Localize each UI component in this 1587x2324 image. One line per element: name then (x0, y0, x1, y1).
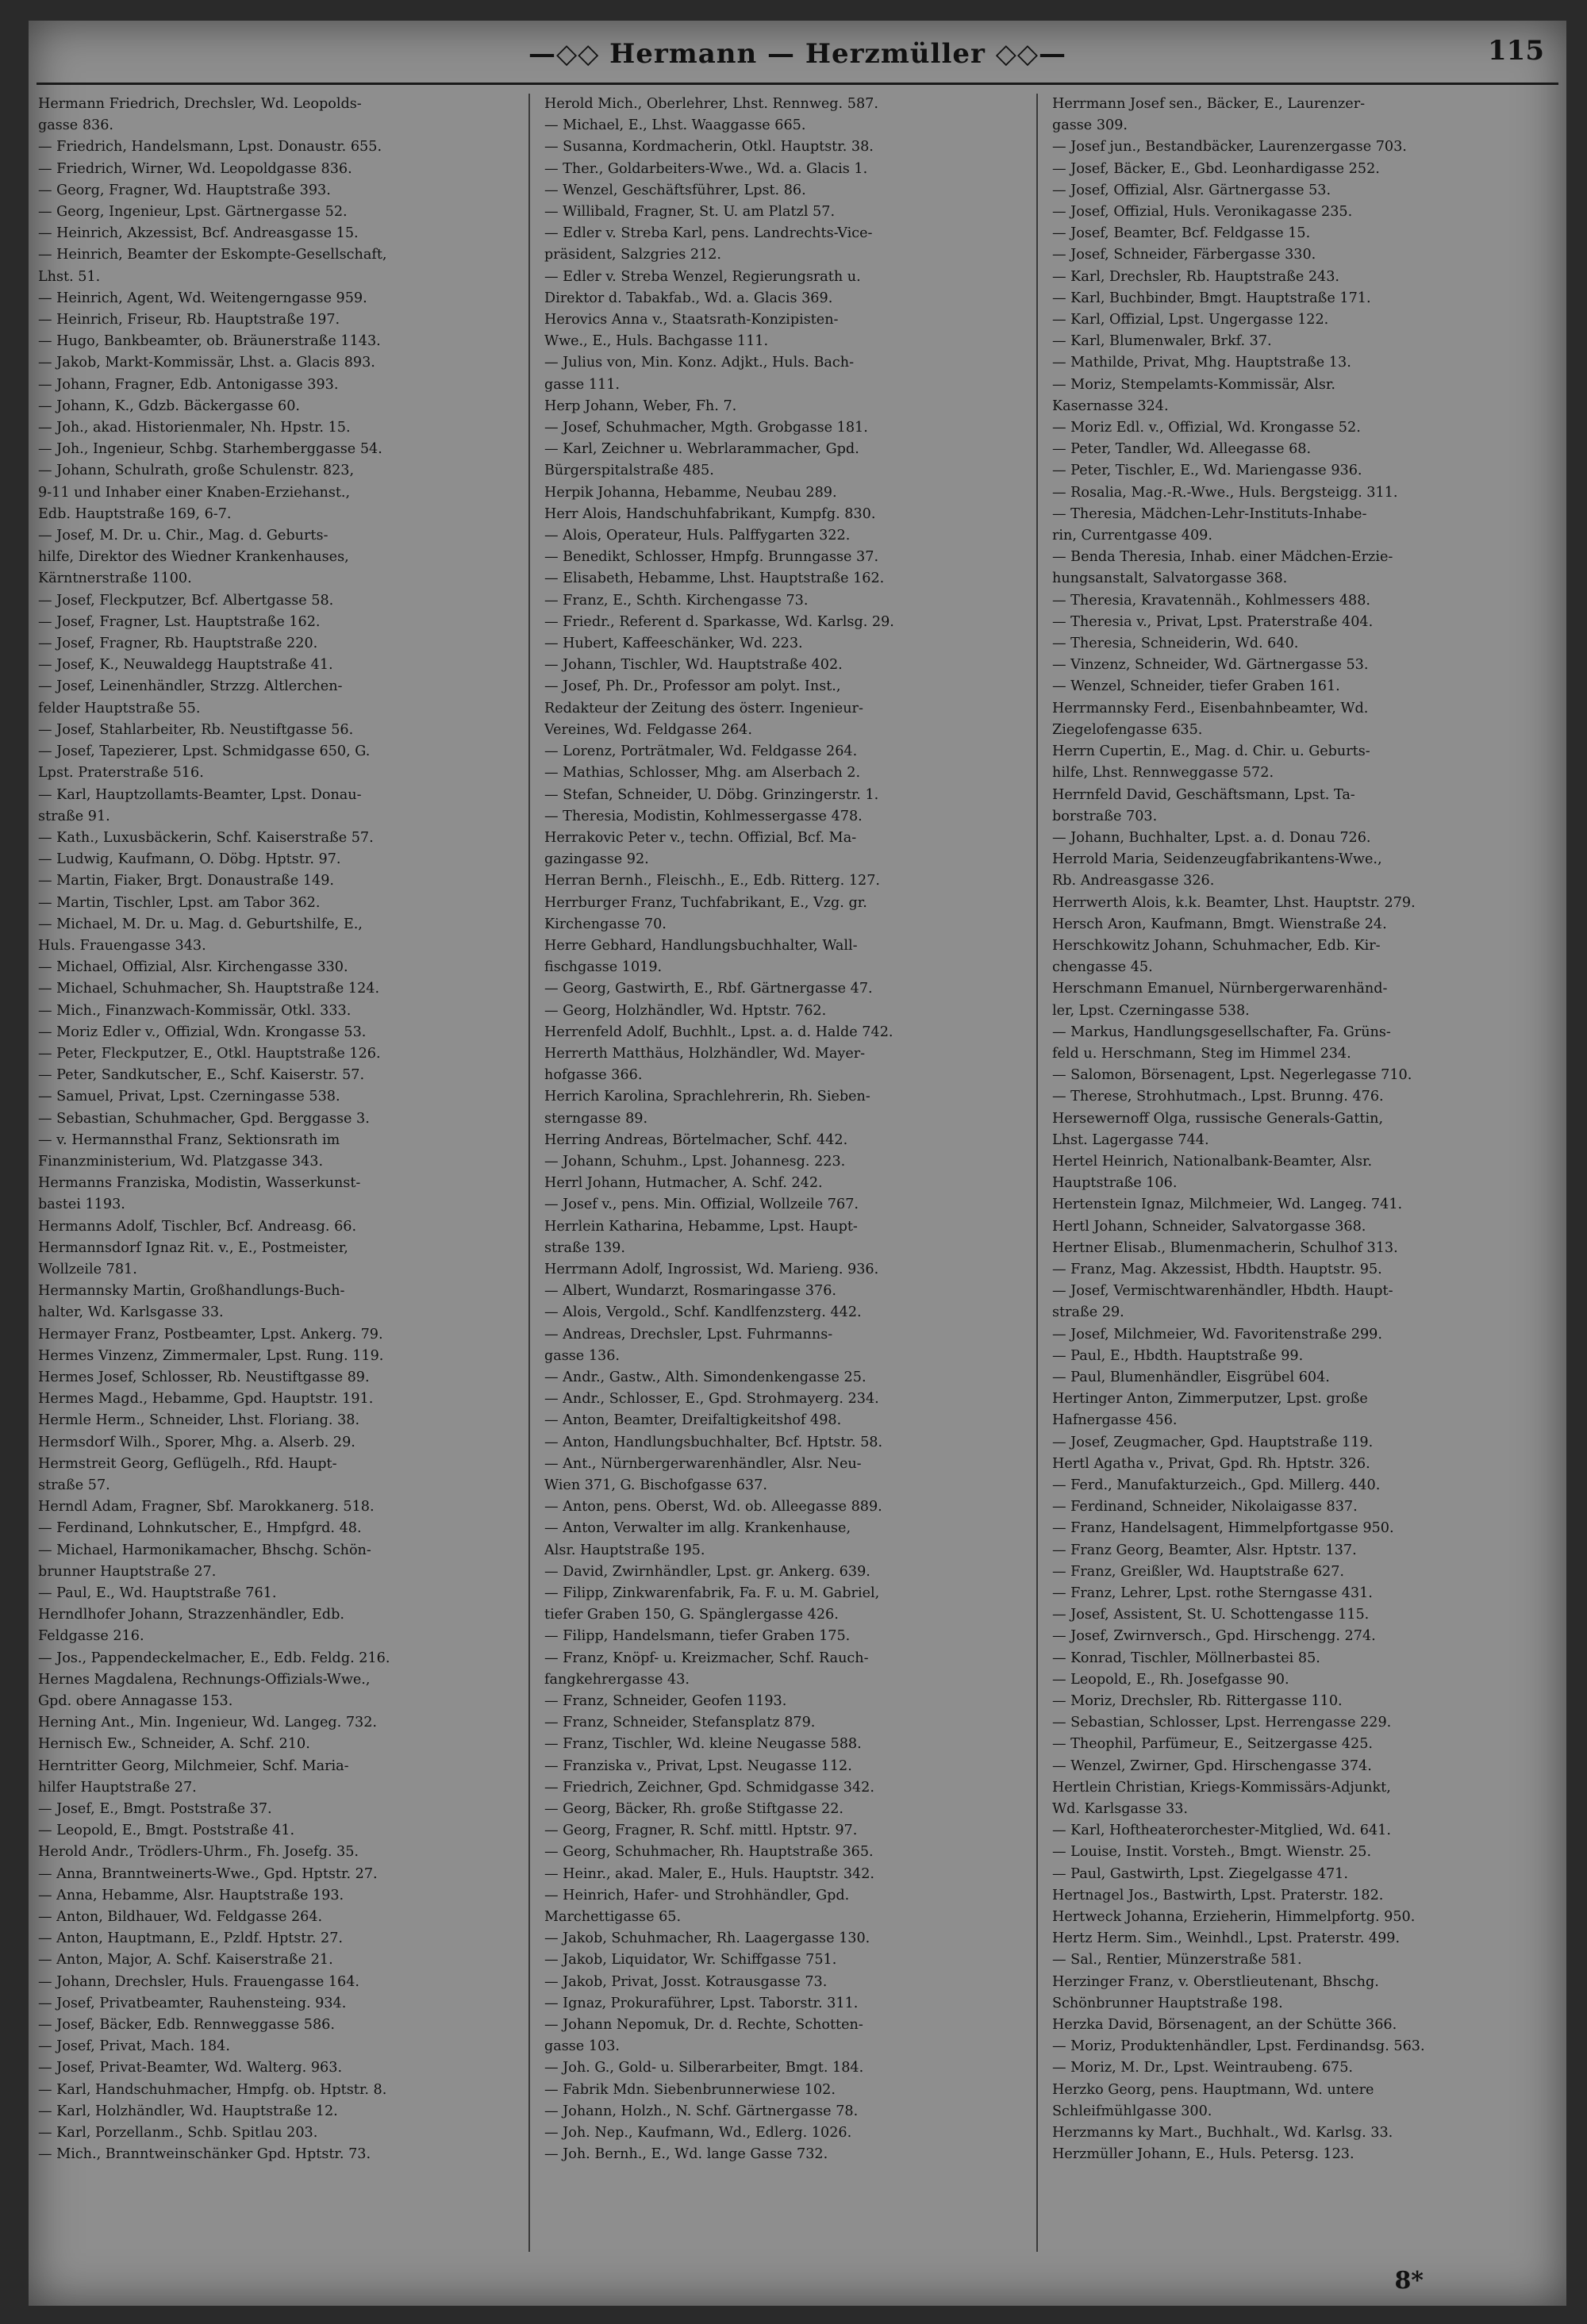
directory-entry: — Salomon, Börsenagent, Lpst. Negerlegasse 710. (1052, 1067, 1412, 1084)
directory-entry: — Johann, Schulrath, große Schulenstr. 823, (38, 463, 355, 479)
directory-entry: Herovics Anna v., Staatsrath-Konzipisten- (544, 312, 839, 328)
directory-entry: — Friedrich, Wirner, Wd. Leopoldgasse 836. (38, 160, 352, 177)
directory-entry: Hermsdorf Wilh., Sporer, Mhg. a. Alserb. 29. (38, 1434, 355, 1450)
directory-entry: ler, Lpst. Czerningasse 538. (1052, 1002, 1250, 1019)
directory-entry: — Peter, Fleckputzer, E., Otkl. Hauptstraße 126. (38, 1045, 381, 1062)
directory-column-2 (544, 94, 1019, 2268)
directory-entry: — Paul, Gastwirth, Lpst. Ziegelgasse 471. (1052, 1865, 1348, 1882)
directory-entry: Hertweck Johanna, Erzieherin, Himmelpfortg. 950. (1052, 1909, 1416, 1926)
directory-entry: Wollzeile 781. (38, 1261, 137, 1277)
directory-entry: — Moriz, Drechsler, Rb. Rittergasse 110. (1052, 1693, 1343, 1710)
directory-entry: — Martin, Fiaker, Brgt. Donaustraße 149. (38, 873, 335, 889)
directory-entry: Kärntnerstraße 1100. (38, 570, 192, 587)
directory-entry: — Johann, Schuhm., Lpst. Johannesg. 223. (544, 1153, 846, 1170)
directory-column-3 (1052, 94, 1527, 2268)
directory-entry: — Anton, Major, A. Schf. Kaiserstraße 21. (38, 1952, 333, 1969)
directory-entry: Wd. Karlsgasse 33. (1052, 1801, 1189, 1818)
directory-entry: — Jakob, Schuhmacher, Rh. Laagergasse 130. (544, 1930, 870, 1947)
directory-entry: — Heinrich, Friseur, Rb. Hauptstraße 197. (38, 312, 340, 328)
directory-entry: Herschkowitz Johann, Schuhmacher, Edb. Kir- (1052, 937, 1381, 954)
directory-entry: Marchettigasse 65. (544, 1909, 682, 1926)
directory-entry: — Anton, Handlungsbuchhalter, Bcf. Hptstr. 58. (544, 1434, 883, 1450)
directory-entry: hilfe, Lhst. Rennweggasse 572. (1052, 765, 1274, 782)
directory-entry: — Theresia v., Privat, Lpst. Praterstraße 404. (1052, 613, 1374, 630)
directory-entry: Herrakovic Peter v., techn. Offizial, Bcf. Ma- (544, 829, 857, 846)
running-head: —◇◇ Hermann — Herzmüller ◇◇— (528, 38, 1067, 70)
page-header (29, 21, 1566, 84)
directory-entry: Hermes Josef, Schlosser, Rb. Neustiftgasse 89. (38, 1369, 370, 1385)
directory-entry: — Franz, Mag. Akzessist, Hbdth. Hauptstr. 95. (1052, 1261, 1382, 1277)
directory-entry: — Jakob, Privat, Josst. Kotrausgasse 73. (544, 1973, 828, 1990)
directory-entry: felder Hauptstraße 55. (38, 700, 201, 716)
directory-entry: — Josef, Bäcker, E., Gbd. Leonhardigasse 252. (1052, 160, 1380, 177)
directory-entry: — Leopold, E., Bmgt. Poststraße 41. (38, 1823, 295, 1839)
page-number: 115 (1488, 35, 1544, 67)
directory-entry: — Karl, Handschuhmacher, Hmpfg. ob. Hptstr. 8. (38, 2081, 387, 2098)
directory-entry: — Josef, Milchmeier, Wd. Favoritenstraße 299. (1052, 1326, 1382, 1343)
directory-entry: Schönbrunner Hauptstraße 198. (1052, 1995, 1283, 2011)
directory-entry: — Franz, E., Schth. Kirchengasse 73. (544, 592, 809, 609)
directory-entry: Herr Alois, Handschuhfabrikant, Kumpfg. 830. (544, 505, 876, 522)
directory-entry: — Josef, Fragner, Lst. Hauptstraße 162. (38, 613, 321, 630)
directory-entry: — Karl, Offizial, Lpst. Ungergasse 122. (1052, 312, 1329, 328)
directory-entry: — Karl, Drechsler, Rb. Hauptstraße 243. (1052, 268, 1340, 285)
directory-entry: — Johann, Holzh., N. Schf. Gärtnergasse 78. (544, 2103, 859, 2119)
directory-entry: Herzinger Franz, v. Oberstlieutenant, Bhschg. (1052, 1973, 1379, 1990)
directory-entry: — Georg, Fragner, Wd. Hauptstraße 393. (38, 182, 331, 198)
directory-entry: Herre Gebhard, Handlungsbuchhalter, Wall- (544, 937, 858, 954)
directory-entry: — Theresia, Kravatennäh., Kohlmessers 488. (1052, 592, 1371, 609)
directory-entry: — Josef v., pens. Min. Offizial, Wollzeile 767. (544, 1197, 859, 1213)
directory-entry: Herrwerth Alois, k.k. Beamter, Lhst. Hauptstr. 279. (1052, 894, 1416, 911)
directory-entry: — Josef, Stahlarbeiter, Rb. Neustiftgasse 56. (38, 721, 354, 738)
directory-entry: — Franz, Greißler, Wd. Hauptstraße 627. (1052, 1563, 1344, 1580)
directory-entry: — Peter, Tandler, Wd. Alleegasse 68. (1052, 441, 1312, 458)
directory-entry: — Julius von, Min. Konz. Adjkt., Huls. Bach- (544, 355, 855, 371)
directory-entry: Finanzministerium, Wd. Platzgasse 343. (38, 1153, 324, 1170)
directory-entry: straße 29. (1052, 1304, 1124, 1321)
directory-entry: — Peter, Tischler, E., Wd. Mariengasse 936. (1052, 463, 1362, 479)
directory-entry: gasse 103. (544, 2038, 620, 2055)
directory-entry: Hersch Aron, Kaufmann, Bmgt. Wienstraße 24. (1052, 916, 1387, 932)
directory-entry: — Theophil, Parfümeur, E., Seitzergasse 425. (1052, 1736, 1374, 1753)
directory-entry: — Anton, Beamter, Dreifaltigkeitshof 498. (544, 1412, 842, 1429)
directory-entry: — Heinrich, Agent, Wd. Weitengerngasse 959. (38, 290, 367, 306)
directory-entry: — Georg, Holzhändler, Wd. Hptstr. 762. (544, 1002, 827, 1019)
directory-entry: Hermayer Franz, Postbeamter, Lpst. Ankerg. 79. (38, 1326, 383, 1343)
directory-entry: — David, Zwirnhändler, Lpst. gr. Ankerg. 639. (544, 1563, 870, 1580)
directory-entry: Schleifmühlgasse 300. (1052, 2103, 1212, 2119)
directory-entry: Hermstreit Georg, Geflügelh., Rfd. Haupt- (38, 1455, 337, 1472)
directory-entry: — Michael, Schuhmacher, Sh. Hauptstraße 124. (38, 981, 380, 997)
directory-entry: — Hugo, Bankbeamter, ob. Bräunerstraße 1143. (38, 333, 381, 350)
directory-entry: — Georg, Schuhmacher, Rh. Hauptstraße 365. (544, 1844, 874, 1861)
directory-entry: rin, Currentgasse 409. (1052, 528, 1212, 544)
directory-entry: Herrmann Josef sen., Bäcker, E., Laurenzer- (1052, 96, 1366, 112)
directory-entry: — Ther., Goldarbeiters-Wwe., Wd. a. Glacis 1. (544, 160, 868, 177)
directory-entry: — Josef, Schuhmacher, Mgth. Grobgasse 181. (544, 420, 868, 436)
directory-entry: — Ferd., Manufakturzeich., Gpd. Millerg. 440. (1052, 1477, 1381, 1493)
directory-entry: straße 139. (544, 1239, 625, 1256)
directory-entry: — Hubert, Kaffeeschänker, Wd. 223. (544, 636, 803, 652)
directory-entry: halter, Wd. Karlsgasse 33. (38, 1304, 224, 1321)
directory-entry: Alsr. Hauptstraße 195. (544, 1542, 705, 1558)
directory-entry: — Konrad, Tischler, Möllnerbastei 85. (1052, 1650, 1320, 1666)
directory-entry: — Josef, Schneider, Färbergasse 330. (1052, 247, 1316, 263)
directory-entry: — Josef, Privatbeamter, Rauhensteing. 934. (38, 1995, 347, 2011)
directory-entry: Lpst. Praterstraße 516. (38, 765, 204, 782)
directory-entry: — Karl, Porzellanm., Schb. Spitlau 203. (38, 2125, 318, 2142)
directory-entry: — Sebastian, Schlosser, Lpst. Herrengasse 229. (1052, 1715, 1392, 1731)
directory-entry: — Moriz, M. Dr., Lpst. Weintraubeng. 675. (1052, 2060, 1354, 2076)
directory-entry: — Josef, M. Dr. u. Chir., Mag. d. Geburts- (38, 528, 329, 544)
directory-entry: Herning Ant., Min. Ingenieur, Wd. Langeg. 732. (38, 1715, 377, 1731)
directory-entry: — Ignaz, Prokuraführer, Lpst. Taborstr. 311. (544, 1995, 859, 2011)
directory-entry: sterngasse 89. (544, 1110, 648, 1127)
directory-entry: — Mich., Finanzwach-Kommissär, Otkl. 333. (38, 1002, 352, 1019)
directory-entry: — Georg, Ingenieur, Lpst. Gärtnergasse 52. (38, 204, 348, 221)
directory-entry: — Josef, Zwirnversch., Gpd. Hirschengg. 274. (1052, 1628, 1376, 1645)
directory-entry: — Fabrik Mdn. Siebenbrunnerwiese 102. (544, 2081, 836, 2098)
directory-entry: — Josef, Offizial, Alsr. Gärtnergasse 53. (1052, 182, 1331, 198)
directory-entry: — Peter, Sandkutscher, E., Schf. Kaiserstr. 57. (38, 1067, 365, 1084)
directory-entry: — Samuel, Privat, Lpst. Czerningasse 538. (38, 1089, 340, 1105)
directory-entry: Herrlein Katharina, Hebamme, Lpst. Haupt- (544, 1218, 858, 1235)
directory-entry: — Wenzel, Zwirner, Gpd. Hirschengasse 374. (1052, 1757, 1372, 1774)
directory-entry: — Anna, Branntweinerts-Wwe., Gpd. Hptstr. 27. (38, 1865, 378, 1882)
directory-entry: — Friedrich, Handelsmann, Lpst. Donaustr. 655. (38, 139, 382, 156)
directory-entry: hungsanstalt, Salvatorgasse 368. (1052, 570, 1288, 587)
directory-entry: Herold Mich., Oberlehrer, Lhst. Rennweg. 587. (544, 96, 878, 112)
directory-entry: — Johann, Drechsler, Huls. Frauengasse 164. (38, 1973, 360, 1990)
directory-entry: — Karl, Blumenwaler, Brkf. 37. (1052, 333, 1272, 350)
directory-entry: gazingasse 92. (544, 851, 649, 868)
directory-entry: — Paul, E., Hbdth. Hauptstraße 99. (1052, 1347, 1304, 1364)
directory-entry: Hafnergasse 456. (1052, 1412, 1178, 1429)
directory-entry: Rb. Andreasgasse 326. (1052, 873, 1215, 889)
directory-entry: — Heinrich, Beamter der Eskompte-Gesellschaft, (38, 247, 387, 263)
directory-column-1 (38, 94, 513, 2268)
directory-entry: gasse 136. (544, 1347, 620, 1364)
directory-page (29, 21, 1566, 2306)
directory-entry: Lhst. Lagergasse 744. (1052, 1131, 1209, 1148)
directory-entry: — Georg, Bäcker, Rh. große Stiftgasse 22. (544, 1801, 844, 1818)
directory-entry: — Georg, Fragner, R. Schf. mittl. Hptstr. 97. (544, 1823, 858, 1839)
directory-entry: Ziegelofengasse 635. (1052, 721, 1203, 738)
directory-entry: Hernisch Ew., Schneider, A. Schf. 210. (38, 1736, 310, 1753)
directory-entry: — Heinr., akad. Maler, E., Huls. Hauptstr. 342. (544, 1865, 875, 1882)
directory-entry: — Stefan, Schneider, U. Döbg. Grinzingerstr. 1. (544, 786, 879, 803)
directory-entry: — Johann, Buchhalter, Lpst. a. d. Donau 726. (1052, 829, 1371, 846)
directory-entry: — Markus, Handlungsgesellschafter, Fa. Grüns- (1052, 1024, 1391, 1040)
directory-entry: — Anton, Hauptmann, E., Pzldf. Hptstr. 27. (38, 1930, 344, 1947)
directory-entry: gasse 309. (1052, 117, 1128, 134)
directory-entry: — Therese, Strohhutmach., Lpst. Brunng. 476. (1052, 1089, 1384, 1105)
directory-entry: — Franz, Tischler, Wd. kleine Neugasse 588. (544, 1736, 862, 1753)
directory-entry: hilfe, Direktor des Wiedner Krankenhauses, (38, 549, 349, 566)
directory-entry: — Josef, Zeugmacher, Gpd. Hauptstraße 119. (1052, 1434, 1374, 1450)
directory-entry: bastei 1193. (38, 1197, 125, 1213)
directory-entry: Hertnagel Jos., Bastwirth, Lpst. Praterstr. 182. (1052, 1887, 1384, 1903)
directory-entry: Hertlein Christian, Kriegs-Kommissärs-Adjunkt, (1052, 1779, 1391, 1796)
directory-entry: — Franziska v., Privat, Lpst. Neugasse 112. (544, 1757, 852, 1774)
directory-entry: — Ant., Nürnbergerwarenhändler, Alsr. Neu- (544, 1455, 862, 1472)
directory-entry: — Johann, Tischler, Wd. Hauptstraße 402. (544, 657, 843, 674)
directory-entry: — Josef, Leinenhändler, Strzzg. Altlerchen- (38, 678, 343, 695)
directory-entry: — Alois, Vergold., Schf. Kandlfenzsterg. 442. (544, 1304, 862, 1321)
directory-entry: — Joh. G., Gold- u. Silberarbeiter, Bmgt. 184. (544, 2060, 864, 2076)
directory-entry: — Jakob, Markt-Kommissär, Lhst. a. Glacis 893. (38, 355, 375, 371)
directory-entry: — Michael, E., Lhst. Waaggasse 665. (544, 117, 806, 134)
directory-entry: — Mathias, Schlosser, Mhg. am Alserbach 2. (544, 765, 861, 782)
directory-entry: Herrerth Matthäus, Holzhändler, Wd. Mayer- (544, 1045, 866, 1062)
directory-entry: Hersewernoff Olga, russische Generals-Gattin, (1052, 1110, 1384, 1127)
directory-entry: — Heinrich, Akzessist, Bcf. Andreasgasse 15. (38, 225, 359, 242)
directory-entry: — Moriz, Stempelamts-Kommissär, Alsr. (1052, 376, 1335, 393)
directory-entry: Herntritter Georg, Milchmeier, Schf. Maria- (38, 1757, 349, 1774)
directory-entry: — Filipp, Zinkwarenfabrik, Fa. F. u. M. Gabriel, (544, 1585, 880, 1602)
directory-entry: — Josef, Tapezierer, Lpst. Schmidgasse 650, G. (38, 743, 371, 760)
directory-entry: hofgasse 366. (544, 1067, 643, 1084)
directory-entry: — Karl, Holzhändler, Wd. Hauptstraße 12. (38, 2103, 338, 2119)
directory-entry: — Andr., Schlosser, E., Gpd. Strohmayerg. 234. (544, 1391, 879, 1408)
directory-entry: Edb. Hauptstraße 169, 6-7. (38, 505, 232, 522)
directory-entry: — Albert, Wundarzt, Rosmaringasse 376. (544, 1283, 836, 1300)
directory-entry: — Mathilde, Privat, Mhg. Hauptstraße 13. (1052, 355, 1351, 371)
directory-entry: — Jakob, Liquidator, Wr. Schiffgasse 751. (544, 1952, 837, 1969)
directory-entry: Hernes Magdalena, Rechnungs-Offizials-Wwe., (38, 1671, 371, 1688)
directory-entry: — Josef, Assistent, St. U. Schottengasse 115. (1052, 1607, 1370, 1623)
directory-entry: — Benedikt, Schlosser, Hmpfg. Brunngasse 37. (544, 549, 879, 566)
directory-entry: — Franz Georg, Beamter, Alsr. Hptstr. 137. (1052, 1542, 1357, 1558)
directory-entry: Hermes Magd., Hebamme, Gpd. Hauptstr. 191. (38, 1391, 374, 1408)
directory-entry: — Sal., Rentier, Münzerstraße 581. (1052, 1952, 1302, 1969)
directory-entry: — Mich., Branntweinschänker Gpd. Hptstr. 73. (38, 2146, 371, 2163)
directory-entry: Kasernasse 324. (1052, 398, 1169, 414)
directory-entry: Hertel Heinrich, Nationalbank-Beamter, Alsr. (1052, 1153, 1373, 1170)
directory-entry: Hertenstein Ignaz, Milchmeier, Wd. Langeg. 741. (1052, 1197, 1403, 1213)
directory-entry: Herrich Karolina, Sprachlehrerin, Rh. Sieben- (544, 1089, 870, 1105)
column-divider (1036, 94, 1038, 2252)
directory-entry: — Johann Nepomuk, Dr. d. Rechte, Schotten- (544, 2017, 863, 2034)
directory-entry: Kirchengasse 70. (544, 916, 667, 932)
directory-entry: Redakteur der Zeitung des österr. Ingenieur- (544, 700, 863, 716)
directory-entry: Herrmann Adolf, Ingrossist, Wd. Marieng. 936. (544, 1261, 879, 1277)
directory-entry: — Friedrich, Zeichner, Gpd. Schmidgasse 342. (544, 1779, 874, 1796)
directory-entry: — Josef jun., Bestandbäcker, Laurenzergasse 703. (1052, 139, 1407, 156)
directory-entry: fangkehrergasse 43. (544, 1671, 690, 1688)
directory-entry: Hermannsky Martin, Großhandlungs-Buch- (38, 1283, 345, 1300)
signature-mark: 8* (1394, 2267, 1424, 2295)
directory-entry: — Edler v. Streba Karl, pens. Landrechts-Vice- (544, 225, 873, 242)
directory-entry: — Franz, Schneider, Stefansplatz 879. (544, 1715, 816, 1731)
directory-entry: — Theresia, Mädchen-Lehr-Instituts-Inhabe- (1052, 505, 1367, 522)
directory-entry: — Lorenz, Porträtmaler, Wd. Feldgasse 264. (544, 743, 858, 760)
directory-entry: Herp Johann, Weber, Fh. 7. (544, 398, 737, 414)
directory-entry: — Georg, Gastwirth, E., Rbf. Gärtnergasse 47. (544, 981, 873, 997)
directory-entry: Herzmüller Johann, E., Huls. Petersg. 123. (1052, 2146, 1355, 2163)
directory-entry: — Josef, Offizial, Huls. Veronikagasse 235. (1052, 204, 1353, 221)
directory-entry: präsident, Salzgries 212. (544, 247, 722, 263)
directory-entry: — Paul, E., Wd. Hauptstraße 761. (38, 1585, 277, 1602)
directory-entry: — Vinzenz, Schneider, Wd. Gärtnergasse 53. (1052, 657, 1369, 674)
directory-entry: — Kath., Luxusbäckerin, Schf. Kaiserstraße 57. (38, 829, 374, 846)
directory-entry: Hertl Johann, Schneider, Salvatorgasse 368. (1052, 1218, 1366, 1235)
directory-entry: Feldgasse 216. (38, 1628, 144, 1645)
directory-entry: 9-11 und Inhaber einer Knaben-Erziehanst., (38, 484, 351, 501)
directory-entry: straße 57. (38, 1477, 110, 1493)
directory-entry: — Karl, Zeichner u. Webrlarammacher, Gpd. (544, 441, 859, 458)
directory-entry: Lhst. 51. (38, 268, 101, 285)
directory-entry: — Theresia, Schneiderin, Wd. 640. (1052, 636, 1299, 652)
directory-entry: — Heinrich, Hafer- und Strohhändler, Gpd. (544, 1887, 850, 1903)
directory-entry: — Paul, Blumenhändler, Eisgrübel 604. (1052, 1369, 1330, 1385)
directory-entry: Herrenfeld Adolf, Buchhlt., Lpst. a. d. Halde 742. (544, 1024, 893, 1040)
directory-entry: — Moriz, Produktenhändler, Lpst. Ferdinandsg. 563. (1052, 2038, 1425, 2055)
directory-entry: Wwe., E., Huls. Bachgasse 111. (544, 333, 769, 350)
header-rule (37, 83, 1558, 85)
directory-entry: — Josef, Privat-Beamter, Wd. Walterg. 963. (38, 2060, 343, 2076)
directory-entry: tiefer Graben 150, G. Spänglergasse 426. (544, 1607, 839, 1623)
directory-entry: Vereines, Wd. Feldgasse 264. (544, 721, 752, 738)
directory-entry: — Friedr., Referent d. Sparkasse, Wd. Karlsg. 29. (544, 613, 894, 630)
directory-entry: — Josef, Privat, Mach. 184. (38, 2038, 230, 2055)
directory-entry: Herrmannsky Ferd., Eisenbahnbeamter, Wd. (1052, 700, 1369, 716)
directory-entry: — Andreas, Drechsler, Lpst. Fuhrmanns- (544, 1326, 833, 1343)
directory-entry: Wien 371, G. Bischofgasse 637. (544, 1477, 767, 1493)
directory-entry: Herrl Johann, Hutmacher, A. Schf. 242. (544, 1175, 823, 1192)
directory-entry: Herpik Johanna, Hebamme, Neubau 289. (544, 484, 837, 501)
directory-entry: brunner Hauptstraße 27. (38, 1563, 217, 1580)
directory-entry: — Elisabeth, Hebamme, Lhst. Hauptstraße 162. (544, 570, 885, 587)
directory-entry: — v. Hermannsthal Franz, Sektionsrath im (38, 1131, 340, 1148)
directory-entry: Herschmann Emanuel, Nürnbergerwarenhänd- (1052, 981, 1388, 997)
directory-entry: Herrnfeld David, Geschäftsmann, Lpst. Ta- (1052, 786, 1355, 803)
directory-entry: Hertl Agatha v., Privat, Gpd. Rh. Hptstr. 326. (1052, 1455, 1370, 1472)
directory-entry: Hertinger Anton, Zimmerputzer, Lpst. große (1052, 1391, 1368, 1408)
directory-entry: Hermann Friedrich, Drechsler, Wd. Leopolds- (38, 96, 362, 112)
directory-entry: — Josef, K., Neuwaldegg Hauptstraße 41. (38, 657, 333, 674)
directory-entry: Huls. Frauengasse 343. (38, 937, 206, 954)
directory-entry: — Josef, Fragner, Rb. Hauptstraße 220. (38, 636, 318, 652)
directory-entry: Hermes Vinzenz, Zimmermaler, Lpst. Rung. 119. (38, 1347, 384, 1364)
directory-entry: — Moriz Edl. v., Offizial, Wd. Krongasse 52. (1052, 420, 1361, 436)
directory-entry: — Josef, Ph. Dr., Professor am polyt. Inst., (544, 678, 841, 695)
directory-entry: — Alois, Operateur, Huls. Palffygarten 322. (544, 528, 851, 544)
directory-entry: — Josef, Beamter, Bcf. Feldgasse 15. (1052, 225, 1311, 242)
directory-entry: — Joh. Nep., Kaufmann, Wd., Edlerg. 1026. (544, 2125, 852, 2142)
directory-entry: Hertz Herm. Sim., Weinhdl., Lpst. Praterstr. 499. (1052, 1930, 1401, 1947)
directory-entry: feld u. Herschmann, Steg im Himmel 234. (1052, 1045, 1351, 1062)
directory-entry: Hermanns Adolf, Tischler, Bcf. Andreasg. 66. (38, 1218, 357, 1235)
directory-entry: Herzko Georg, pens. Hauptmann, Wd. untere (1052, 2081, 1374, 2098)
directory-entry: fischgasse 1019. (544, 959, 663, 976)
directory-entry: gasse 111. (544, 376, 620, 393)
directory-entry: — Andr., Gastw., Alth. Simondenkengasse 25. (544, 1369, 867, 1385)
directory-entry: — Franz, Knöpf- u. Kreizmacher, Schf. Rauch- (544, 1650, 869, 1666)
directory-entry: — Rosalia, Mag.-R.-Wwe., Huls. Bergsteigg. 311. (1052, 484, 1398, 501)
directory-entry: — Ferdinand, Schneider, Nikolaigasse 837. (1052, 1499, 1358, 1515)
directory-entry: Herrn Cupertin, E., Mag. d. Chir. u. Geburts- (1052, 743, 1370, 760)
directory-entry: Herran Bernh., Fleischh., E., Edb. Ritterg. 127. (544, 873, 881, 889)
directory-entry: — Anton, Bildhauer, Wd. Feldgasse 264. (38, 1909, 323, 1926)
directory-entry: borstraße 703. (1052, 808, 1158, 824)
directory-entry: Gpd. obere Annagasse 153. (38, 1693, 233, 1710)
directory-entry: — Theresia, Modistin, Kohlmessergasse 478. (544, 808, 863, 824)
directory-entry: Hauptstraße 106. (1052, 1175, 1178, 1192)
directory-entry: — Joh., Ingenieur, Schbg. Starhemberggasse 54. (38, 441, 382, 458)
directory-entry: Herrold Maria, Seidenzeugfabrikantens-Wwe., (1052, 851, 1382, 868)
directory-entry: gasse 836. (38, 117, 113, 134)
directory-entry: Direktor d. Tabakfab., Wd. a. Glacis 369. (544, 290, 833, 306)
directory-entry: — Jos., Pappendeckelmacher, E., Edb. Feldg. 216. (38, 1650, 390, 1666)
directory-entry: — Anton, pens. Oberst, Wd. ob. Alleegasse 889. (544, 1499, 882, 1515)
directory-entry: — Joh., akad. Historienmaler, Nh. Hpstr. 15. (38, 420, 351, 436)
directory-entry: Hermannsdorf Ignaz Rit. v., E., Postmeister, (38, 1239, 348, 1256)
directory-entry: — Josef, Fleckputzer, Bcf. Albertgasse 58. (38, 592, 334, 609)
directory-entry: Herrburger Franz, Tuchfabrikant, E., Vzg. gr. (544, 894, 867, 911)
directory-entry: Hertner Elisab., Blumenmacherin, Schulhof 313. (1052, 1239, 1398, 1256)
directory-entry: — Franz, Schneider, Geofen 1193. (544, 1693, 787, 1710)
directory-entry: Herzka David, Börsenagent, an der Schütte 366. (1052, 2017, 1397, 2034)
directory-entry: Bürgerspitalstraße 485. (544, 463, 714, 479)
directory-entry: — Josef, Bäcker, Edb. Rennweggasse 586. (38, 2017, 335, 2034)
directory-entry: Herring Andreas, Börtelmacher, Schf. 442. (544, 1131, 848, 1148)
directory-entry: hilfer Hauptstraße 27. (38, 1779, 197, 1796)
directory-entry: — Johann, K., Gdzb. Bäckergasse 60. (38, 398, 301, 414)
directory-entry: chengasse 45. (1052, 959, 1153, 976)
directory-entry: — Michael, Harmonikamacher, Bhschg. Schön- (38, 1542, 371, 1558)
directory-entry: — Michael, Offizial, Alsr. Kirchengasse 330. (38, 959, 348, 976)
directory-entry: Herold Andr., Trödlers-Uhrm., Fh. Josefg. 35. (38, 1844, 359, 1861)
directory-entry: — Franz, Lehrer, Lpst. rothe Sterngasse 431. (1052, 1585, 1373, 1602)
directory-entry: Herndlhofer Johann, Strazzenhändler, Edb. (38, 1607, 344, 1623)
directory-entry: — Ludwig, Kaufmann, O. Döbg. Hptstr. 97. (38, 851, 341, 868)
directory-entry: — Leopold, E., Rh. Josefgasse 90. (1052, 1671, 1289, 1688)
directory-entry: — Anna, Hebamme, Alsr. Hauptstraße 193. (38, 1887, 344, 1903)
directory-entry: — Benda Theresia, Inhab. einer Mädchen-Erzie- (1052, 549, 1393, 566)
directory-entry: Hermanns Franziska, Modistin, Wasserkunst- (38, 1175, 361, 1192)
directory-entry: — Joh. Bernh., E., Wd. lange Gasse 732. (544, 2146, 828, 2163)
directory-entry: — Louise, Instit. Vorsteh., Bmgt. Wienstr. 25. (1052, 1844, 1372, 1861)
directory-entry: Herzmanns ky Mart., Buchhalt., Wd. Karlsg. 33. (1052, 2125, 1393, 2142)
directory-entry: — Karl, Hauptzollamts-Beamter, Lpst. Donau- (38, 786, 362, 803)
directory-entry: — Martin, Tischler, Lpst. am Tabor 362. (38, 894, 321, 911)
directory-entry: — Wenzel, Schneider, tiefer Graben 161. (1052, 678, 1340, 695)
directory-entry: straße 91. (38, 808, 110, 824)
directory-entry: — Josef, E., Bmgt. Poststraße 37. (38, 1801, 272, 1818)
directory-entry: — Sebastian, Schuhmacher, Gpd. Berggasse 3. (38, 1110, 370, 1127)
column-divider (528, 94, 530, 2252)
directory-entry: — Willibald, Fragner, St. U. am Platzl 57. (544, 204, 836, 221)
directory-entry: — Karl, Hoftheaterorchester-Mitglied, Wd. 641. (1052, 1823, 1391, 1839)
directory-entry: — Josef, Vermischtwarenhändler, Hbdth. Haupt- (1052, 1283, 1393, 1300)
directory-entry: — Michael, M. Dr. u. Mag. d. Geburtshilfe, E., (38, 916, 363, 932)
directory-entry: — Johann, Fragner, Edb. Antonigasse 393. (38, 376, 339, 393)
directory-entry: Herndl Adam, Fragner, Sbf. Marokkanerg. 518. (38, 1499, 375, 1515)
directory-entry: Hermle Herm., Schneider, Lhst. Floriang. 38. (38, 1412, 360, 1429)
directory-entry: — Karl, Buchbinder, Bmgt. Hauptstraße 171. (1052, 290, 1371, 306)
directory-entry: — Anton, Verwalter im allg. Krankenhause, (544, 1520, 851, 1537)
directory-entry: — Franz, Handelsagent, Himmelpfortgasse 950. (1052, 1520, 1394, 1537)
directory-entry: — Susanna, Kordmacherin, Otkl. Hauptstr. 38. (544, 139, 874, 156)
directory-entry: — Moriz Edler v., Offizial, Wdn. Krongasse 53. (38, 1024, 367, 1040)
directory-entry: — Edler v. Streba Wenzel, Regierungsrath u. (544, 268, 861, 285)
directory-entry: — Filipp, Handelsmann, tiefer Graben 175. (544, 1628, 851, 1645)
directory-entry: — Ferdinand, Lohnkutscher, E., Hmpfgrd. 48. (38, 1520, 362, 1537)
directory-entry: — Wenzel, Geschäftsführer, Lpst. 86. (544, 182, 806, 198)
